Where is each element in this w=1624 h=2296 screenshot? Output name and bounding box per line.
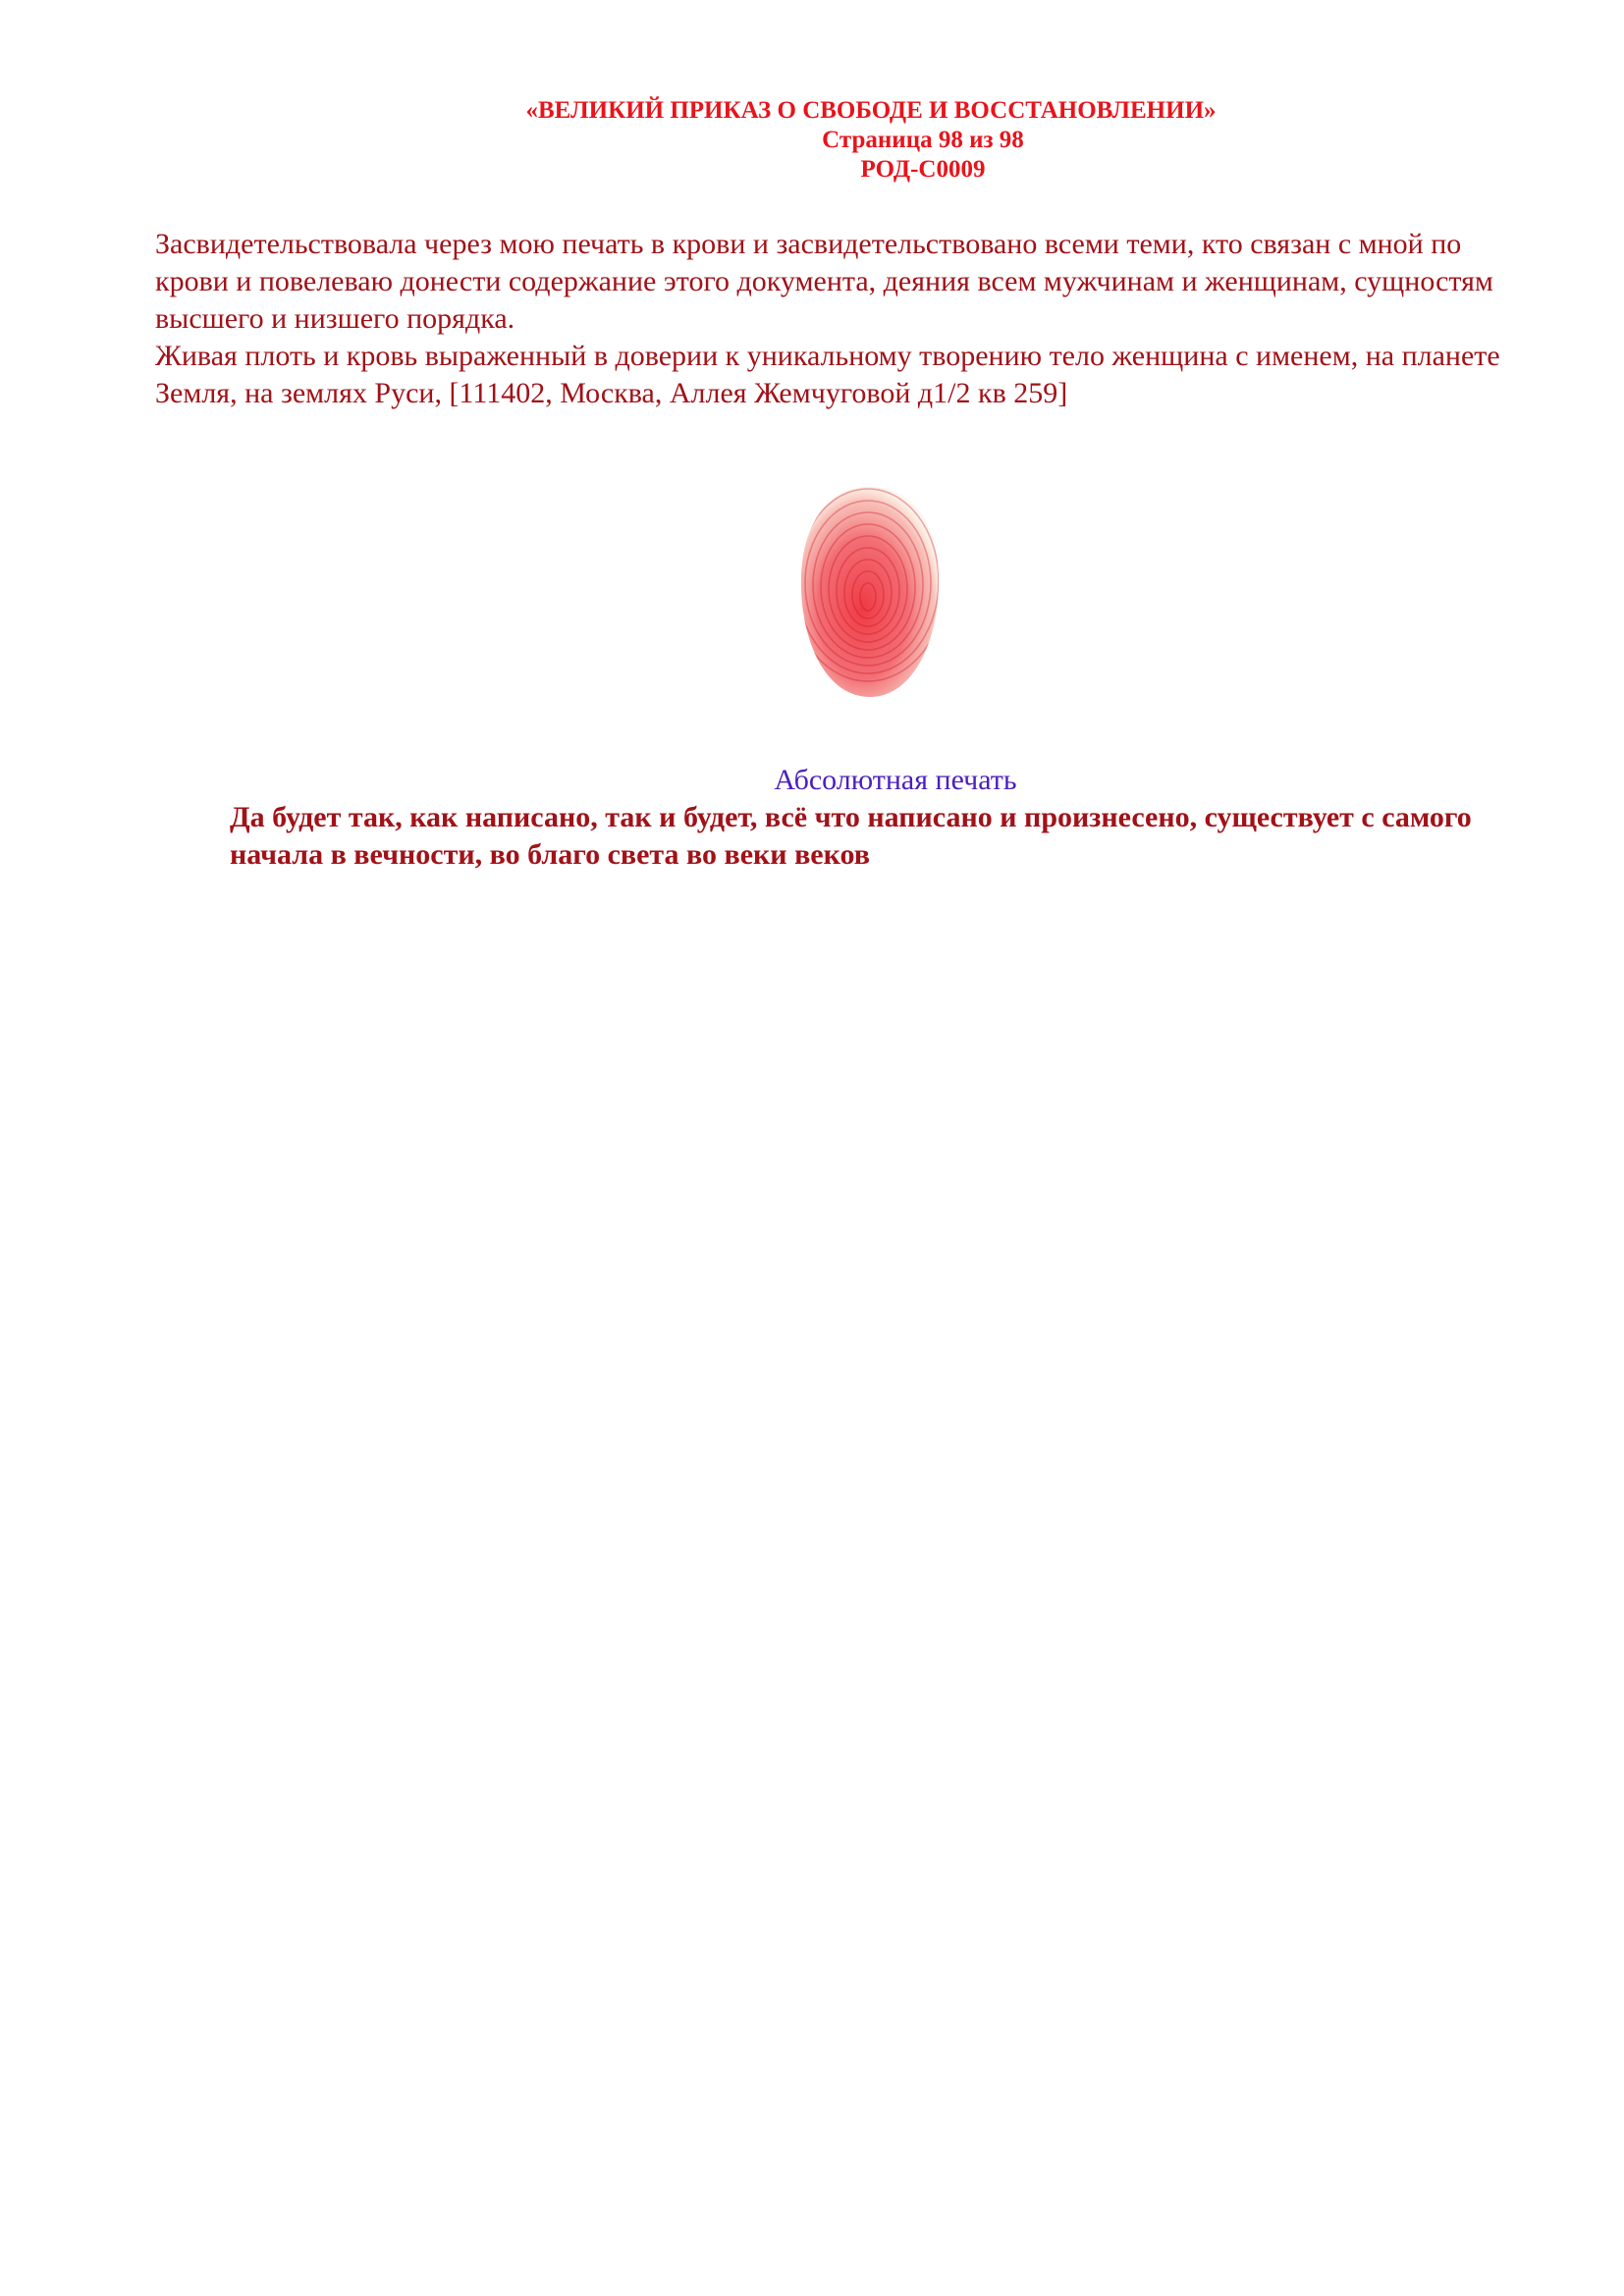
document-body xyxy=(155,226,1530,412)
document-title: «ВЕЛИКИЙ ПРИКАЗ О СВОБОДЕ И ВОССТАНОВЛЕНИИ» xyxy=(525,97,1217,124)
document-code: РОД-С0009 xyxy=(860,156,986,183)
seal-title: Абсолютная печать xyxy=(774,764,1017,796)
closing-statement: Да будет так, как написано, так и будет, всё что написано и произнесено, существует с самого начала в вечности, во благо света во веки веков xyxy=(230,801,1472,871)
document-header xyxy=(0,96,1624,185)
body-paragraph: Засвидетельствовала через мою печать в крови и засвидетельствовано всеми теми, кто связан с мной по крови и повелеваю донести содержание этого документа, деяния всем мужчинам и женщинам, сущностям высшего и низшего порядка. xyxy=(155,228,1493,335)
body-paragraph: Живая плоть и кровь выраженный в доверии к уникальному творению тело женщина с именем, на планете Земля, на землях Руси, [111402, Москва, Аллея Жемчуговой д1/2 кв 259] xyxy=(155,340,1500,409)
page-number: Страница 98 из 98 xyxy=(822,127,1024,153)
fingerprint-seal-icon xyxy=(791,479,948,705)
